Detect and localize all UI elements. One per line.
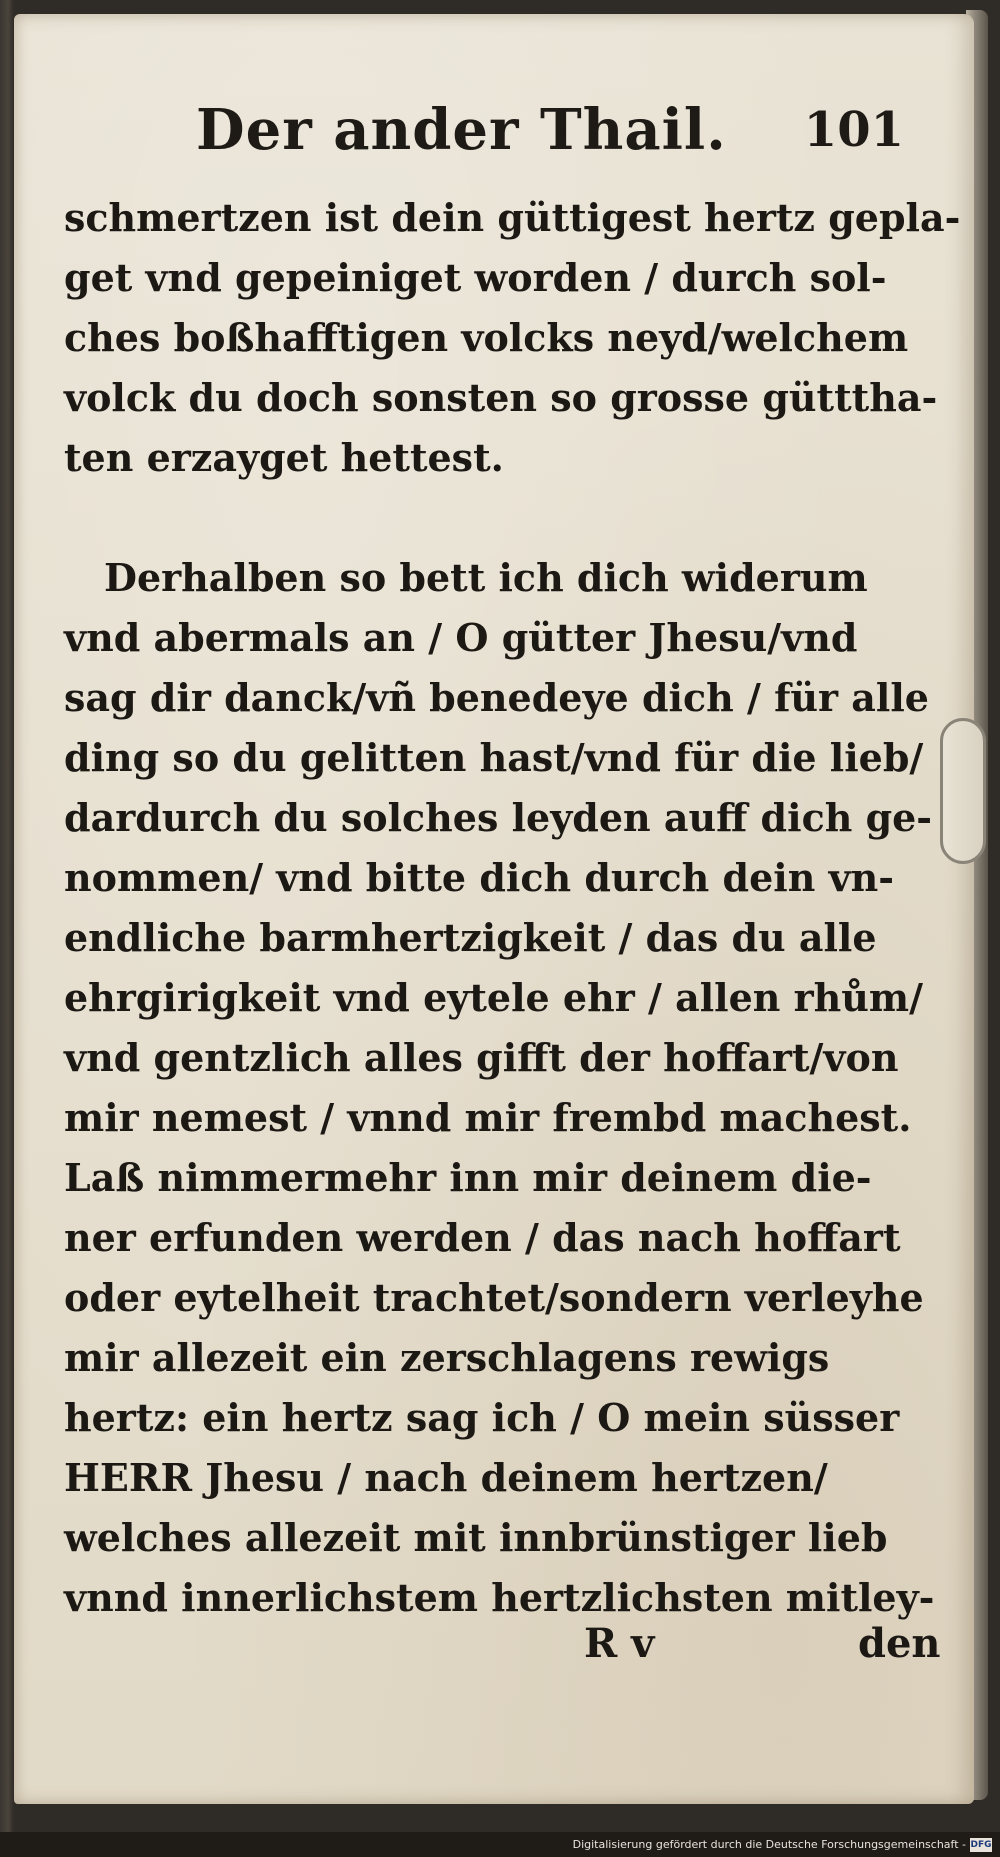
page-number: 101 — [803, 102, 904, 158]
text-line: vnnd innerlichstem hertzlichsten mitley- — [64, 1575, 935, 1620]
text-line: welches allezeit mit innbrünstiger lieb — [64, 1515, 888, 1560]
text-line: nommen/ vnd bitte dich durch dein vn- — [64, 855, 895, 900]
text-line: dardurch du solches leyden auff dich ge- — [64, 795, 933, 840]
signature-mark: R v — [584, 1620, 655, 1667]
text-line: ten erzayget hettest. — [64, 435, 504, 480]
text-line: ner erfunden werden / das nach hoffart — [64, 1215, 901, 1260]
dfg-logo-icon: DFG — [970, 1840, 992, 1850]
text-line: volck du doch sonsten so grosse gütttha- — [64, 375, 938, 420]
clasp-tab — [940, 718, 986, 864]
text-line: mir allezeit ein zerschlagens rewigs — [64, 1335, 830, 1380]
catchword: den — [858, 1620, 941, 1667]
text-line: endliche barmhertzigkeit / das du alle — [64, 915, 877, 960]
digitization-credit: Digitalisierung gefördert durch die Deutsche Forschungsgemeinschaft - — [572, 1838, 966, 1851]
book-page — [14, 14, 974, 1804]
text-line: ches boßhafftigen volcks neyd/welchem — [64, 315, 909, 360]
running-title: Der ander Thail. — [196, 97, 727, 163]
page-header — [174, 90, 914, 170]
text-line: Derhalben so bett ich dich widerum — [104, 555, 868, 600]
text-line: oder eytelheit trachtet/sondern verleyhe — [64, 1275, 924, 1320]
text-line: ehrgirigkeit vnd eytele ehr / allen rhům/ — [64, 975, 923, 1020]
text-line: HERR Jhesu / nach deinem hertzen/ — [64, 1455, 828, 1500]
text-line: vnd gentzlich alles gifft der hoffart/von — [64, 1035, 899, 1080]
text-line: get vnd gepeiniget worden / durch sol- — [64, 255, 887, 300]
text-line: schmertzen ist dein güttigest hertz gepla- — [64, 195, 961, 240]
text-line: mir nemest / vnnd mir frembd machest. — [64, 1095, 912, 1140]
text-line: ding so du gelitten hast/vnd für die lieb/ — [64, 735, 924, 780]
text-line: hertz: ein hertz sag ich / O mein süsser — [64, 1395, 900, 1440]
text-line: Laß nimmermehr inn mir deinem die- — [64, 1155, 872, 1200]
text-line: vnd abermals an / O gütter Jhesu/vnd — [64, 615, 858, 660]
text-line: sag dir danck/vñ benedeye dich / für alle — [64, 675, 929, 720]
